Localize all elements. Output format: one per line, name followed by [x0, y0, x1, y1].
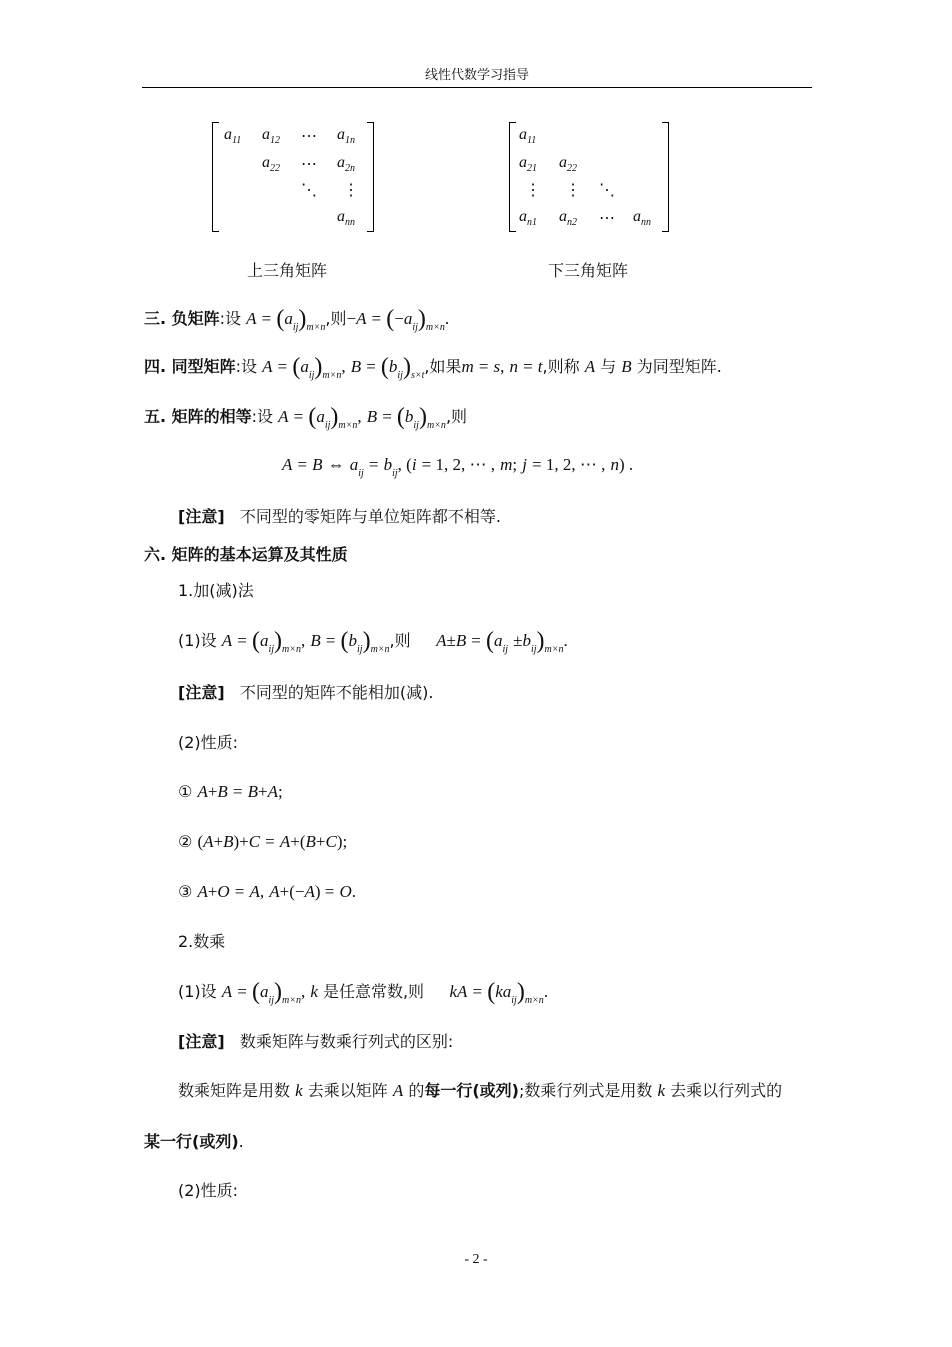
- scalar-properties-title: (2)性质:: [178, 1181, 239, 1200]
- matrix-equality-formula: A = B ⇔ $a_{ij} = b_{ij}$, (i = 1, 2, ⋯ , m; j = 1, 2, ⋯ , n) .: [282, 455, 634, 479]
- text: ,则: [325, 309, 347, 328]
- circled-number: ②: [178, 832, 193, 851]
- text: 去乘以行列式的: [670, 1081, 783, 1100]
- note-scalar: [178, 1031, 453, 1053]
- lower-triangular-matrix: $a_{11}$ $a_{21}$ $a_{22}$ ⋮ ⋮ ⋱ $a_{n1}$ $a_{n2}$ ⋯ $a_{nn}$: [509, 122, 669, 232]
- text: 为同型矩阵.: [636, 357, 722, 376]
- lower-matrix-caption: 下三角矩阵: [548, 261, 629, 280]
- upper-triangular-matrix: $a_{11}$ $a_{12}$ ⋯ $a_{1n}$ $a_{22}$ ⋯ $a_{2n}$ ⋱ ⋮ $a_{nn}$: [212, 122, 374, 232]
- text: ,则: [445, 407, 468, 426]
- section-heading: 五. 矩阵的相等: [144, 407, 252, 426]
- section-heading-operations: 六. 矩阵的基本运算及其性质: [144, 545, 348, 564]
- section-heading: 三. 负矩阵: [144, 309, 220, 328]
- subsection-scalar: 2.数乘: [178, 932, 226, 951]
- note-zero-identity: [178, 506, 501, 528]
- note-text: 数乘矩阵与数乘行列式的区别:: [239, 1032, 454, 1051]
- matrix-equality-definition: 五. 矩阵的相等:设 $A = (a_{ij})_{m\times n}$, $B = (b_{ij})_{m\times n}$,则: [144, 404, 468, 431]
- text: 数乘矩阵是用数: [178, 1081, 291, 1100]
- addition-property-commutative: ① A+B = B+A;: [178, 782, 283, 801]
- text: ,则: [389, 631, 411, 650]
- page-number: - 2 -: [464, 1252, 488, 1267]
- text: .: [238, 1132, 244, 1151]
- text: ;数乘行列式是用数: [519, 1081, 653, 1100]
- header-rule: [142, 87, 812, 88]
- scalar-explanation-line1: 数乘矩阵是用数 k 去乘以矩阵 A 的每一行(或列);数乘行列式是用数 k 去乘以行列式的: [178, 1081, 783, 1100]
- section-heading: 四. 同型矩阵: [144, 357, 236, 376]
- note-text: 不同型的零矩阵与单位矩阵都不相等.: [239, 507, 501, 526]
- text: :设: [235, 357, 258, 376]
- subsection-addition: 1.加(减)法: [178, 581, 254, 600]
- text: 去乘以矩阵: [307, 1081, 388, 1100]
- text: ,如果: [424, 357, 462, 376]
- text: (1)设: [178, 982, 217, 1001]
- addition-property-zero: ③ A+O = A, A+(−A) = O.: [178, 882, 356, 901]
- addition-definition: (1)设 $A = (a_{ij})_{m\times n}$, $B = (b_{ij})_{m\times n}$,则 $A\pm B = (a_{ij} \pm b_{ij})_{m\times n}$.: [178, 628, 568, 655]
- text: (1)设: [178, 631, 217, 650]
- note-text: 不同型的矩阵不能相加(减).: [239, 683, 434, 702]
- scalar-definition: (1)设 $A = (a_{ij})_{m\times n}$, k 是任意常数,则 kA = $(ka_{ij})_{m\times n}$.: [178, 979, 549, 1006]
- emphasis: 每一行(或列): [424, 1081, 519, 1100]
- text: :设: [219, 309, 242, 328]
- note-label: [注意]: [178, 507, 225, 526]
- note-label: [注意]: [178, 683, 225, 702]
- addition-property-associative: ② (A+B)+C = A+(B+C);: [178, 832, 348, 851]
- note-label: [注意]: [178, 1032, 225, 1051]
- scalar-explanation-line2: [144, 1131, 244, 1153]
- addition-properties-title: (2)性质:: [178, 733, 239, 752]
- upper-matrix-caption: 上三角矩阵: [247, 261, 328, 280]
- emphasis: 某一行(或列): [144, 1132, 239, 1151]
- text: :设: [251, 407, 274, 426]
- same-type-matrix-definition: 四. 同型矩阵:设 $A = (a_{ij})_{m\times n}$, $B = (b_{ij})_{s\times t}$,如果m = s, n = t,则称 A 与 B 为同型矩阵.: [144, 354, 722, 381]
- text: ,则称: [542, 357, 580, 376]
- circled-number: ③: [178, 882, 193, 901]
- circled-number: ①: [178, 782, 193, 801]
- page-header: 线性代数学习指导: [424, 68, 529, 83]
- note-addition: [178, 682, 433, 704]
- text: 是任意常数,则: [322, 982, 425, 1001]
- negative-matrix-definition: 三. 负矩阵:设 $A = (a_{ij})_{m\times n}$,则$-A = (-a_{ij})_{m\times n}$.: [144, 306, 450, 333]
- text: 与: [600, 357, 617, 376]
- text: 的: [408, 1081, 425, 1100]
